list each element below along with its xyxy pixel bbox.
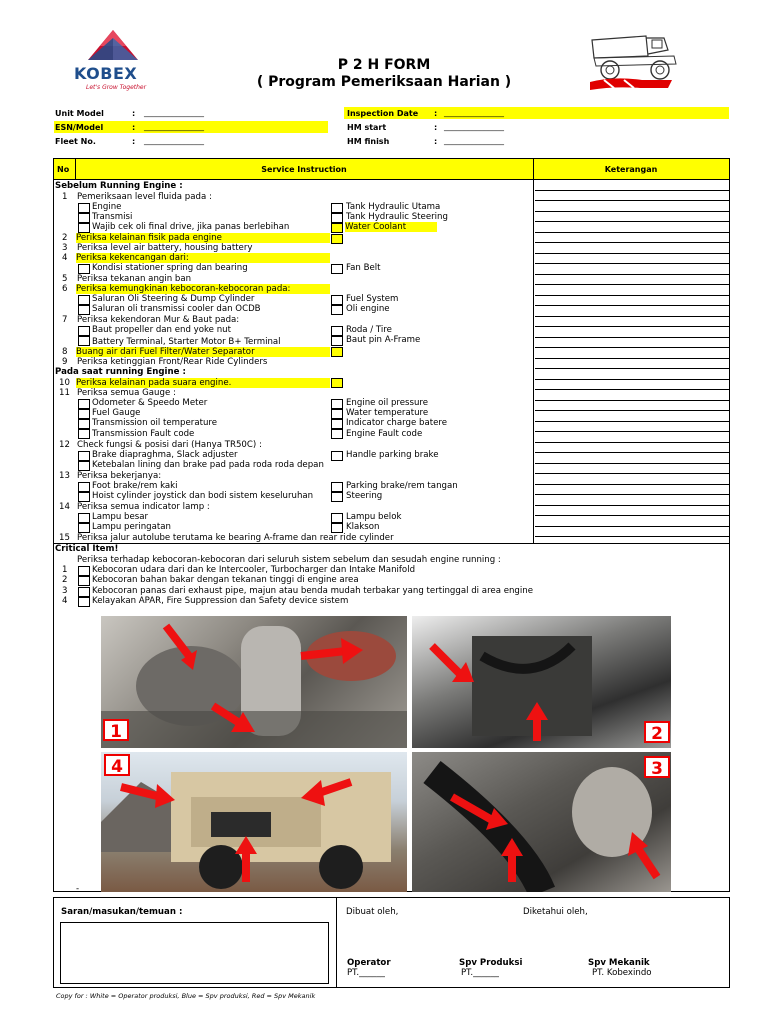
engine-label: Engine (92, 202, 122, 212)
col-ket-divider (533, 159, 534, 543)
parking-brake-label: Parking brake/rem tangan (346, 481, 458, 491)
item-4-number: 4 (62, 253, 68, 263)
steering-label: Steering (346, 491, 383, 501)
copy-note: Copy for : White = Operator produksi, Blue = Spv produksi, Red = Spv Mekanik (56, 992, 316, 1000)
esn-model-colon: : (132, 123, 136, 132)
logo-tagline: Let's Grow Together (86, 84, 147, 91)
kondisi-label: Kondisi stationer spring dan bearing (92, 263, 248, 273)
water-temp-label: Water temperature (346, 408, 429, 418)
item-10-text: Periksa kelainan pada suara engine. (76, 378, 330, 388)
item-5-text: Periksa tekanan angin ban (77, 274, 192, 284)
form-title: P 2 H FORM (337, 57, 431, 73)
fleet-no-label: Fleet No. (55, 137, 96, 146)
item-6-number: 6 (62, 284, 68, 294)
unit-model-colon: : (132, 109, 136, 118)
form-subtitle: ( Program Pemeriksaan Harian ) (256, 74, 512, 90)
indicator-charge-label: Indicator charge batere (346, 418, 448, 428)
item-3-number: 3 (62, 243, 68, 253)
checkbox-parking-brake[interactable] (331, 482, 343, 492)
header-keterangan: Keterangan (604, 165, 658, 174)
photo-exhaust-hose (412, 752, 671, 892)
eng-fault-label: Engine Fault code (346, 429, 423, 439)
checkbox-fuel-gauge[interactable] (78, 409, 90, 419)
operator-pt[interactable]: PT.______ (347, 968, 385, 978)
item-2-text: Periksa kelainan fisik pada engine (76, 233, 330, 243)
section-before-running: Sebelum Running Engine : (55, 181, 183, 191)
item-9-number: 9 (62, 357, 68, 367)
checkbox-brake-diaph[interactable] (78, 451, 90, 461)
inspection-date-label: Inspection Date (347, 109, 419, 118)
hoist-label: Hoist cylinder joystick dan bodi sistem keseluruhan (92, 491, 314, 501)
photo-engine-hoses (412, 616, 671, 748)
dump-truck-illustration (101, 752, 407, 892)
item-8-text: Buang air dari Fuel Filter/Water Separator (76, 347, 330, 357)
critical-3-text: Kebocoran panas dari exhaust pipe, majun atau benda mudah terbakar yang tertinggal di area engine (92, 586, 534, 596)
tank-steering-label: Tank Hydraulic Steering (346, 212, 448, 222)
fan-belt-label: Fan Belt (346, 263, 381, 273)
critical-3-number: 3 (62, 586, 68, 596)
spv-produksi-pt[interactable]: PT.______ (461, 968, 499, 978)
exhaust-hose-illustration (412, 752, 671, 892)
battery-terminal-label: Battery Terminal, Starter Motor B+ Terminal (92, 337, 281, 347)
spv-mekanik-label: Spv Mekanik (588, 958, 650, 968)
saran-textbox[interactable] (60, 922, 329, 984)
checkbox-odometer[interactable] (78, 399, 90, 409)
lampu-besar-label: Lampu besar (92, 512, 149, 522)
item-14-text: Periksa semua indicator lamp : (77, 502, 210, 512)
header-service-instruction: Service Instruction (261, 165, 347, 174)
item-1-number: 1 (62, 192, 68, 202)
operator-label: Operator (347, 958, 391, 968)
transmisi-label: Transmisi (92, 212, 133, 222)
checkbox-hoist[interactable] (78, 492, 90, 502)
item-15-number: 15 (59, 533, 70, 543)
section-during-running: Pada saat running Engine : (55, 367, 186, 377)
section-critical: Critical Item! (55, 544, 119, 554)
checkbox-klakson[interactable] (331, 523, 343, 533)
engine-turbo-illustration (101, 616, 407, 748)
critical-2-number: 2 (62, 575, 68, 585)
wajib-label: Wajib cek oli final drive, jika panas berlebihan (92, 222, 290, 232)
checkbox-eng-fault[interactable] (331, 429, 343, 439)
baut-prop-label: Baut propeller dan end yoke nut (92, 325, 231, 335)
photo-badge-2: 2 (644, 721, 670, 743)
checkbox-critical-4[interactable] (78, 597, 90, 607)
checkbox-critical-2[interactable] (78, 576, 90, 586)
checkbox-item-10[interactable] (331, 378, 343, 388)
checkbox-critical-3[interactable] (78, 587, 90, 597)
checkbox-trans-fault[interactable] (78, 429, 90, 439)
critical-intro: Periksa terhadap kebocoran-kebocoran dari seluruh sistem sebelum dan sesudah engine running : (77, 555, 501, 565)
foot-brake-label: Foot brake/rem kaki (92, 481, 178, 491)
checkbox-indicator-charge[interactable] (331, 419, 343, 429)
saluran-trans-label: Saluran oli transmissi cooler dan OCDB (92, 304, 261, 314)
fuel-gauge-label: Fuel Gauge (92, 408, 141, 418)
diketahui-label: Diketahui oleh, (523, 907, 588, 917)
oli-engine-label: Oli engine (346, 304, 390, 314)
item-9-text: Periksa ketinggian Front/Rear Ride Cylinders (77, 357, 268, 367)
hm-start-label: HM start (347, 123, 387, 132)
item-13-number: 13 (59, 471, 70, 481)
trans-fault-label: Transmission Fault code (92, 429, 195, 439)
item-14-number: 14 (59, 502, 70, 512)
fuel-system-label: Fuel System (346, 294, 399, 304)
checkbox-lampu-besar[interactable] (78, 513, 90, 523)
checkbox-lampu-belok[interactable] (331, 513, 343, 523)
item-10-number: 10 (59, 378, 70, 388)
engine-hoses-illustration (412, 616, 671, 748)
saluran-oli-label: Saluran Oli Steering & Dump Cylinder (92, 294, 255, 304)
photo-engine-turbo (101, 616, 407, 748)
hm-start-colon: : (434, 123, 438, 132)
hm-finish-label: HM finish (347, 137, 390, 146)
footer-divider (336, 897, 337, 988)
critical-2-text: Kebocoran bahan bakar dengan tekanan tinggi di engine area (92, 575, 359, 585)
checkbox-baut-pin[interactable] (331, 336, 343, 346)
unit-model-label: Unit Model (55, 109, 104, 118)
critical-1-number: 1 (62, 565, 68, 575)
dibuat-label: Dibuat oleh, (346, 907, 399, 917)
klakson-label: Klakson (346, 522, 380, 532)
header-no: No (57, 165, 70, 174)
roda-label: Roda / Tire (346, 325, 392, 335)
fleet-no-colon: : (132, 137, 136, 146)
checkbox-item-2[interactable] (331, 234, 343, 244)
checkbox-fan-belt[interactable] (331, 264, 343, 274)
checkbox-water-temp[interactable] (331, 409, 343, 419)
item-15-text: Periksa jalur autolube terutama ke bearing A-frame dan rear ride cylinder (77, 533, 394, 543)
item-7-text: Periksa kekendoran Mur & Baut pada: (77, 315, 240, 325)
checkbox-eng-oil-press[interactable] (331, 399, 343, 409)
item-6-text: Periksa kemungkinan kebocoran-kebocoran pada: (76, 284, 330, 294)
spv-mekanik-pt: PT. Kobexindo (592, 968, 652, 978)
photo-badge-1: 1 (103, 719, 129, 741)
checkbox-engine[interactable] (78, 203, 90, 213)
checkbox-wajib[interactable] (78, 223, 90, 233)
saran-label: Saran/masukan/temuan : (61, 907, 183, 917)
handle-park-label: Handle parking brake (346, 450, 439, 460)
odometer-label: Odometer & Speedo Meter (92, 398, 208, 408)
critical-4-number: 4 (62, 596, 68, 606)
checkbox-kondisi[interactable] (78, 264, 90, 274)
checkbox-fuel-system[interactable] (331, 295, 343, 305)
brake-diaph-label: Brake diapraghma, Slack adjuster (92, 450, 238, 460)
checkbox-roda[interactable] (331, 326, 343, 336)
item-2-number: 2 (62, 233, 68, 243)
item-11-text: Periksa semua Gauge : (77, 388, 176, 398)
unit-model-field[interactable]: _______________ (144, 108, 204, 117)
spv-produksi-label: Spv Produksi (459, 958, 523, 968)
esn-model-field[interactable]: _______________ (144, 122, 204, 131)
item-7-number: 7 (62, 315, 68, 325)
checkbox-handle-park[interactable] (331, 451, 343, 461)
checkbox-tank-utama[interactable] (331, 203, 343, 213)
critical-4-text: Kelayakan APAR, Fire Suppression dan Safety device sistem (92, 596, 349, 606)
checkbox-oli-engine[interactable] (331, 305, 343, 315)
fleet-no-field[interactable]: _______________ (144, 136, 204, 145)
checkbox-trans-oil[interactable] (78, 419, 90, 429)
photo-badge-3: 3 (644, 756, 670, 778)
item-5-number: 5 (62, 274, 68, 284)
checkbox-steering[interactable] (331, 492, 343, 502)
checkbox-water-coolant[interactable] (331, 223, 343, 233)
item-1-text: Pemeriksaan level fluida pada : (77, 192, 212, 202)
ketebalan-label: Ketebalan lining dan brake pad pada roda roda depan (92, 460, 324, 470)
truck-logo (584, 30, 684, 94)
checkbox-foot-brake[interactable] (78, 482, 90, 492)
item-12-text: Check fungsi & posisi dari (Hanya TR50C) : (77, 440, 262, 450)
hm-finish-colon: : (434, 137, 438, 146)
eng-oil-press-label: Engine oil pressure (346, 398, 429, 408)
checkbox-battery-terminal[interactable] (78, 336, 90, 346)
inspection-date-field[interactable]: _______________ (444, 108, 504, 117)
water-coolant-label: Water Coolant (345, 222, 437, 232)
photo-mark: - (76, 884, 80, 894)
item-11-number: 11 (59, 388, 70, 398)
hm-finish-field[interactable]: _______________ (444, 136, 504, 145)
item-8-number: 8 (62, 347, 68, 357)
checkbox-critical-1[interactable] (78, 566, 90, 576)
critical-divider (54, 543, 729, 544)
dump-truck-icon (584, 30, 684, 94)
tank-utama-label: Tank Hydraulic Utama (346, 202, 441, 212)
checkbox-ketebalan[interactable] (78, 461, 90, 471)
checkbox-transmisi[interactable] (78, 213, 90, 223)
critical-1-text: Kebocoran udara dari dan ke Intercooler, Turbocharger dan Intake Manifold (92, 565, 416, 575)
photo-dump-truck (101, 752, 407, 892)
checkbox-saluran-trans[interactable] (78, 305, 90, 315)
item-3-text: Periksa level air battery, housing battery (77, 243, 253, 253)
checkbox-item-8[interactable] (331, 347, 343, 357)
item-13-text: Periksa bekerjanya: (77, 471, 162, 481)
inspection-date-colon: : (434, 109, 438, 118)
checkbox-lampu-peringatan[interactable] (78, 523, 90, 533)
esn-model-label: ESN/Model (55, 123, 104, 132)
lampu-belok-label: Lampu belok (346, 512, 402, 522)
trans-oil-label: Transmission oil temperature (92, 418, 218, 428)
checkbox-saluran-oli[interactable] (78, 295, 90, 305)
checkbox-baut-prop[interactable] (78, 326, 90, 336)
hm-start-field[interactable]: _______________ (444, 122, 504, 131)
checkbox-tank-steering[interactable] (331, 213, 343, 223)
lampu-peringatan-label: Lampu peringatan (92, 522, 171, 532)
item-4-text: Periksa kekencangan dari: (76, 253, 330, 263)
photo-badge-4: 4 (104, 754, 130, 776)
item-12-number: 12 (59, 440, 70, 450)
logo-text: KOBEX (74, 64, 138, 83)
baut-pin-label: Baut pin A-Frame (346, 335, 421, 345)
